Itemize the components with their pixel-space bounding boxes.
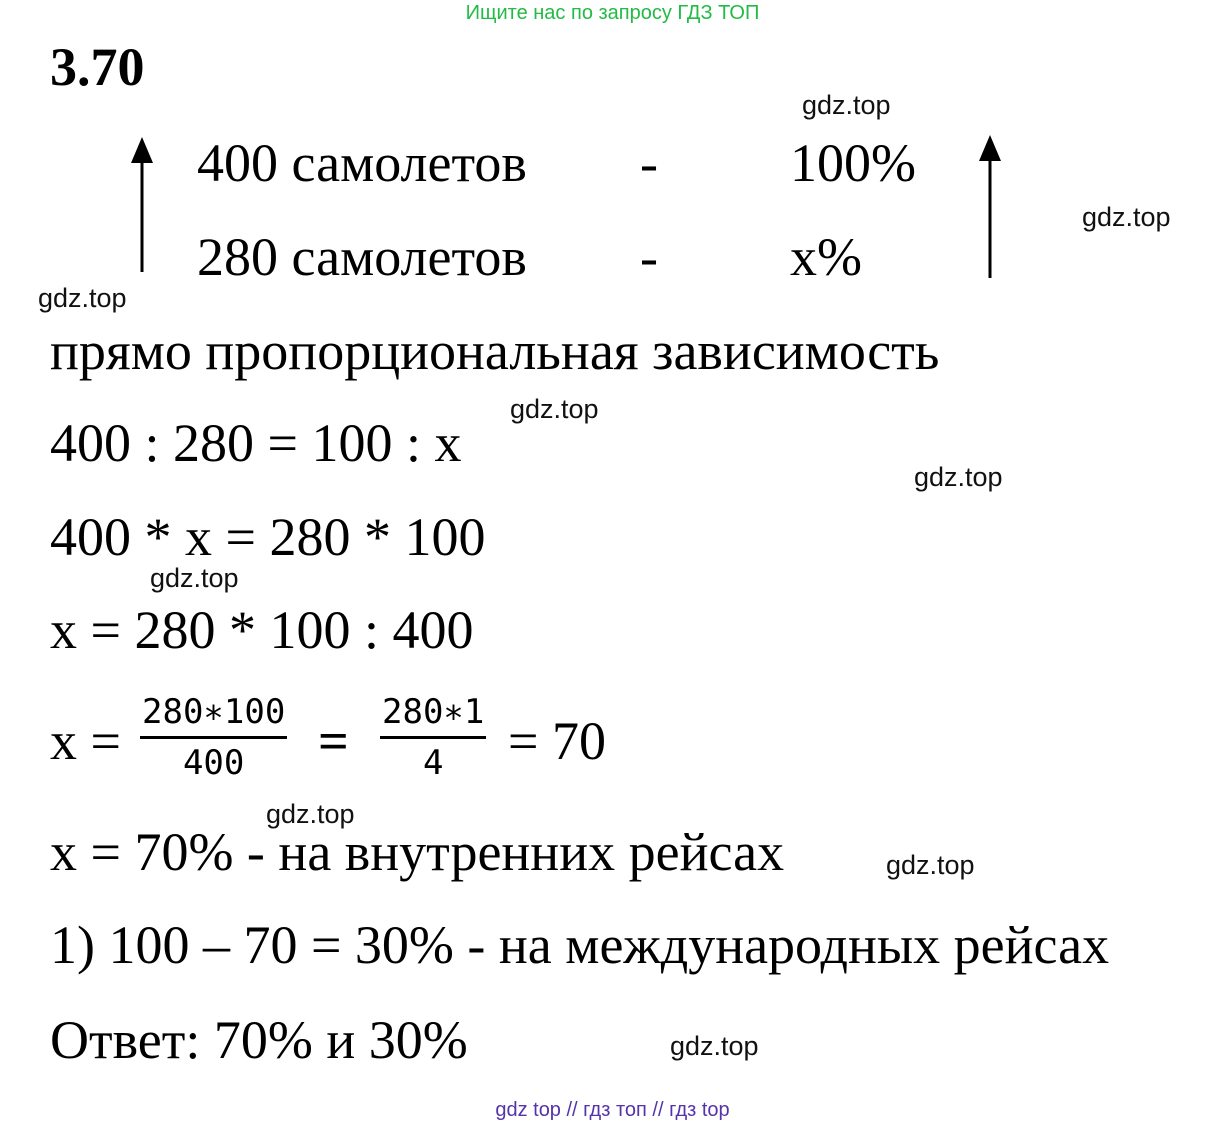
relation-line: прямо пропорциональная зависимость bbox=[50, 321, 940, 381]
equation-4-lhs: x = bbox=[50, 711, 121, 771]
row1-left: 400 самолетов bbox=[197, 133, 527, 193]
top-banner: Ищите нас по запросу ГДЗ ТОП bbox=[465, 2, 760, 24]
fraction-1-numerator: 280∗100 bbox=[140, 692, 287, 739]
arrow-up-left-icon bbox=[127, 135, 157, 275]
arrow-up-right-icon bbox=[975, 133, 1005, 279]
fraction-2-denominator: 4 bbox=[422, 743, 444, 783]
equation-1: 400 : 280 = 100 : x bbox=[50, 413, 462, 473]
row1-right: 100% bbox=[790, 133, 916, 193]
watermark: gdz.top bbox=[150, 563, 239, 593]
watermark: gdz.top bbox=[670, 1031, 759, 1061]
fraction-2 bbox=[380, 692, 486, 783]
fraction-1-denominator: 400 bbox=[182, 743, 245, 783]
footer-text: gdz top // гдз топ // гдз top bbox=[495, 1099, 730, 1121]
fraction-1 bbox=[140, 692, 287, 783]
row1-dash: - bbox=[640, 133, 658, 193]
equation-4-mid: = bbox=[318, 711, 349, 771]
watermark: gdz.top bbox=[38, 283, 127, 313]
row2-dash: - bbox=[640, 227, 658, 287]
equation-5: x = 70% - на внутренних рейсах bbox=[50, 822, 785, 882]
watermark: gdz.top bbox=[266, 799, 355, 829]
watermark: gdz.top bbox=[914, 462, 1003, 492]
equation-4-rhs: = 70 bbox=[508, 711, 606, 771]
equation-3: x = 280 * 100 : 400 bbox=[50, 600, 474, 660]
watermark: gdz.top bbox=[1082, 202, 1171, 232]
watermark: gdz.top bbox=[886, 850, 975, 880]
row2-left: 280 самолетов bbox=[197, 227, 527, 287]
fraction-2-numerator: 280∗1 bbox=[380, 692, 486, 739]
answer-line: Ответ: 70% и 30% bbox=[50, 1010, 468, 1070]
watermark: gdz.top bbox=[802, 90, 891, 120]
step-1: 1) 100 – 70 = 30% - на международных рейсах bbox=[50, 915, 1110, 975]
watermark: gdz.top bbox=[510, 394, 599, 424]
row2-right: x% bbox=[790, 227, 862, 287]
problem-number: 3.70 bbox=[50, 37, 145, 97]
equation-2: 400 * x = 280 * 100 bbox=[50, 507, 486, 567]
